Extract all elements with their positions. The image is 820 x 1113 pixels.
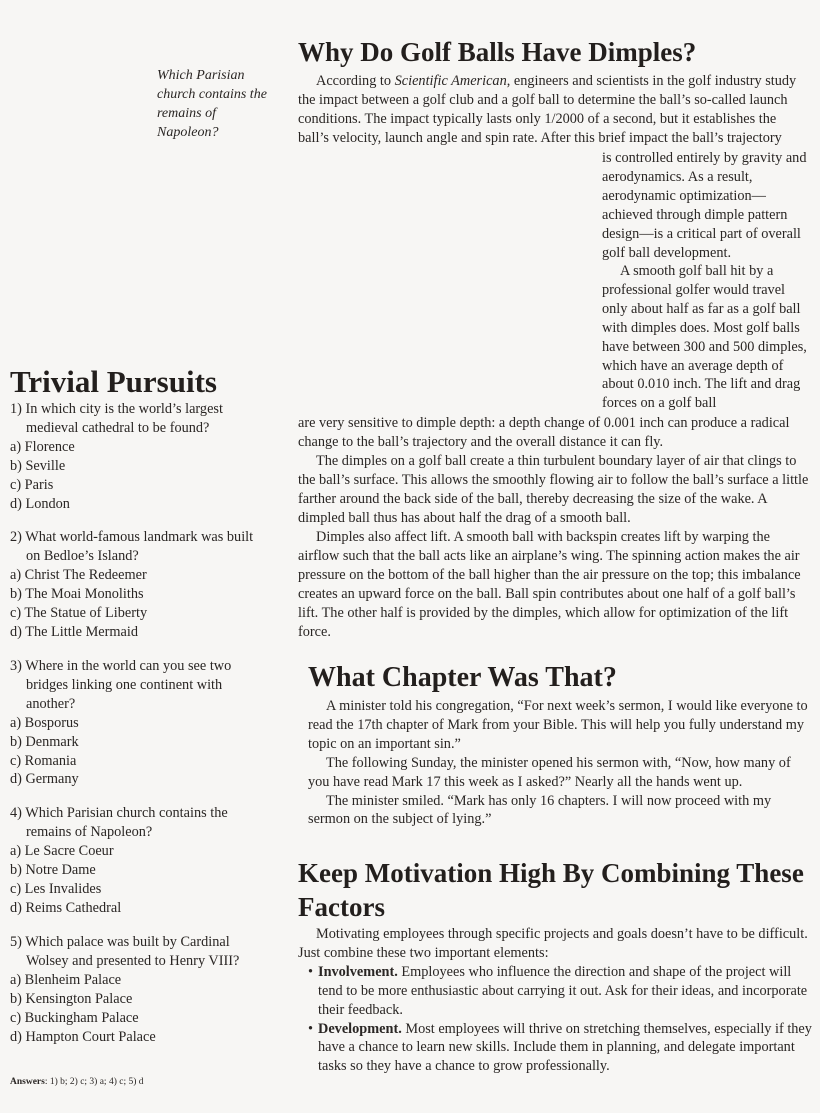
source-citation: Scientific American	[394, 73, 507, 89]
trivia-question-block	[10, 528, 270, 641]
trivia-option: c) Romania	[10, 752, 77, 769]
motivation-article-body	[298, 925, 812, 1076]
trivia-option: d) The Little Mermaid	[10, 623, 138, 640]
trivia-option: b) Kensington Palace	[10, 990, 133, 1007]
motivation-article-title: Keep Motivation High By Combining These Factors	[298, 858, 804, 922]
trivia-option: b) Seville	[10, 457, 66, 474]
golf-paragraph-4: Dimples also affect lift. A smooth ball with backspin creates lift by warping the airflow such that the ball acts like an airplane’s wing. The spinning action makes the air pressure on the bottom of the ball higher than the air pressure on the top; this imbalance creates an upward force on the ball. Ball spin contributes about one half of a golf ball’s lift. The other half is provided by the dimples, which allow for optimization of the lift force.	[298, 529, 801, 640]
motivation-bullet	[298, 1020, 812, 1077]
trivia-option: a) Christ The Redeemer	[10, 566, 147, 583]
trivia-question: 5) Which palace was built by Cardinal Wolsey and presented to Henry VIII?	[10, 934, 240, 969]
trivia-title: Trivial Pursuits	[10, 364, 217, 399]
bullet-text: Employees who influence the direction and shape of the project will tend to be more enthusiastic about carrying it out. Ask for their ideas, and incorporate their feedback.	[318, 963, 808, 1018]
chapter-paragraph: The following Sunday, the minister opened his sermon with, “Now, how many of you have read Mark 17 this week as I asked?” Nearly all the hands went up.	[308, 754, 791, 790]
trivia-question: 2) What world-famous landmark was built on Bedloe’s Island?	[10, 529, 254, 564]
trivia-option: c) Les Invalides	[10, 880, 102, 897]
trivia-question: 4) Which Parisian church contains the remains of Napoleon?	[10, 805, 228, 840]
trivia-question-block	[10, 400, 270, 513]
trivia-option: b) The Moai Monoliths	[10, 585, 144, 602]
trivia-option: a) Blenheim Palace	[10, 971, 122, 988]
trivia-option: c) Buckingham Palace	[10, 1009, 139, 1026]
trivia-option: b) Denmark	[10, 733, 79, 750]
trivia-option: d) London	[10, 495, 70, 512]
golf-paragraph-3: The dimples on a golf ball create a thin turbulent boundary layer of air that clings to the ball’s surface. This allows the smoothly flowing air to follow the ball’s surface a little farther around the back side of the ball, thereby decreasing the size of the wake. A dimpled ball thus has about half the drag of a smooth ball.	[298, 453, 809, 526]
trivia-option: a) Le Sacre Coeur	[10, 842, 114, 859]
bullet-label: Involvement.	[318, 963, 398, 980]
trivia-answers	[10, 1076, 144, 1088]
chapter-paragraph: The minister smiled. “Mark has only 16 chapters. I will now proceed with my sermon on the subject of lying.”	[308, 792, 772, 828]
bullet-label: Development.	[318, 1020, 402, 1037]
trivia-option: a) Bosporus	[10, 714, 79, 731]
golf-article-title: Why Do Golf Balls Have Dimples?	[298, 37, 697, 67]
chapter-article-body	[308, 697, 808, 829]
trivia-question-block	[10, 804, 270, 917]
motivation-list	[298, 963, 812, 1076]
golf-p1-wide: , engineers and scientists in the golf industry study the impact between a golf club and a golf ball to determine the ball’s so-called launch conditions. The impact typically lasts only 1/2000 of a second, but it establishes the ball’s velocity, launch angle and spin rate. After this brief impact the ball’s trajectory	[298, 73, 797, 146]
chapter-paragraph: A minister told his congregation, “For next week’s sermon, I would like everyone to read the 17th chapter of Mark from your Bible. This will help you fully understand my topic on an important sin.”	[308, 698, 808, 752]
pull-quote: Which Parisian church contains the remains of Napoleon?	[157, 68, 267, 140]
trivia-option: c) The Statue of Liberty	[10, 604, 148, 621]
trivia-option: b) Notre Dame	[10, 861, 96, 878]
motivation-bullet	[298, 963, 812, 1020]
golf-paragraph-1-continued: is controlled entirely by gravity and aerodynamics. As a result, aerodynamic optimization—achieved through dimple pattern design—is a critical part of overall golf ball development.	[602, 150, 807, 261]
trivia-option: a) Florence	[10, 438, 75, 455]
bullet-icon: •	[308, 1020, 314, 1037]
golf-paragraph-2-continued: are very sensitive to dimple depth: a depth change of 0.001 inch can produce a radical change to the ball’s trajectory and the overall distance it can fly.	[298, 415, 790, 450]
chapter-article-title: What Chapter Was That?	[308, 662, 617, 693]
trivia-option: c) Paris	[10, 476, 54, 493]
answers-text: : 1) b; 2) c; 3) a; 4) c; 5) d	[44, 1077, 144, 1087]
trivia-question: 3) Where in the world can you see two bridges linking one continent with another?	[10, 658, 232, 712]
bullet-icon: •	[308, 963, 314, 980]
answers-label: Answers	[10, 1077, 45, 1087]
trivia-option: d) Germany	[10, 771, 79, 788]
trivia-option: d) Reims Cathedral	[10, 899, 122, 916]
trivia-question-block	[10, 657, 270, 789]
golf-paragraph-2: A smooth golf ball hit by a professional golfer would travel only about half as far as a golf ball with dimples does. Most golf balls have between 300 and 500 dimples, which have an average depth of about 0.010 inch. The lift and drag forces on a golf ball	[602, 263, 807, 412]
golf-paragraph-1	[298, 72, 810, 148]
motivation-intro: Motivating employees through specific projects and goals doesn’t have to be difficult. Just combine these two important elements:	[298, 926, 808, 961]
trivia-option: d) Hampton Court Palace	[10, 1028, 156, 1045]
bullet-text: Most employees will thrive on stretching themselves, especially if they have a chance to learn new skills. Include them in planning, and delegate important tasks so they have a chance to grow professionally.	[318, 1020, 812, 1075]
golf-p1-pre: According to	[316, 73, 395, 89]
trivia-question: 1) In which city is the world’s largest medieval cathedral to be found?	[10, 401, 223, 436]
trivia-question-block	[10, 933, 270, 1046]
